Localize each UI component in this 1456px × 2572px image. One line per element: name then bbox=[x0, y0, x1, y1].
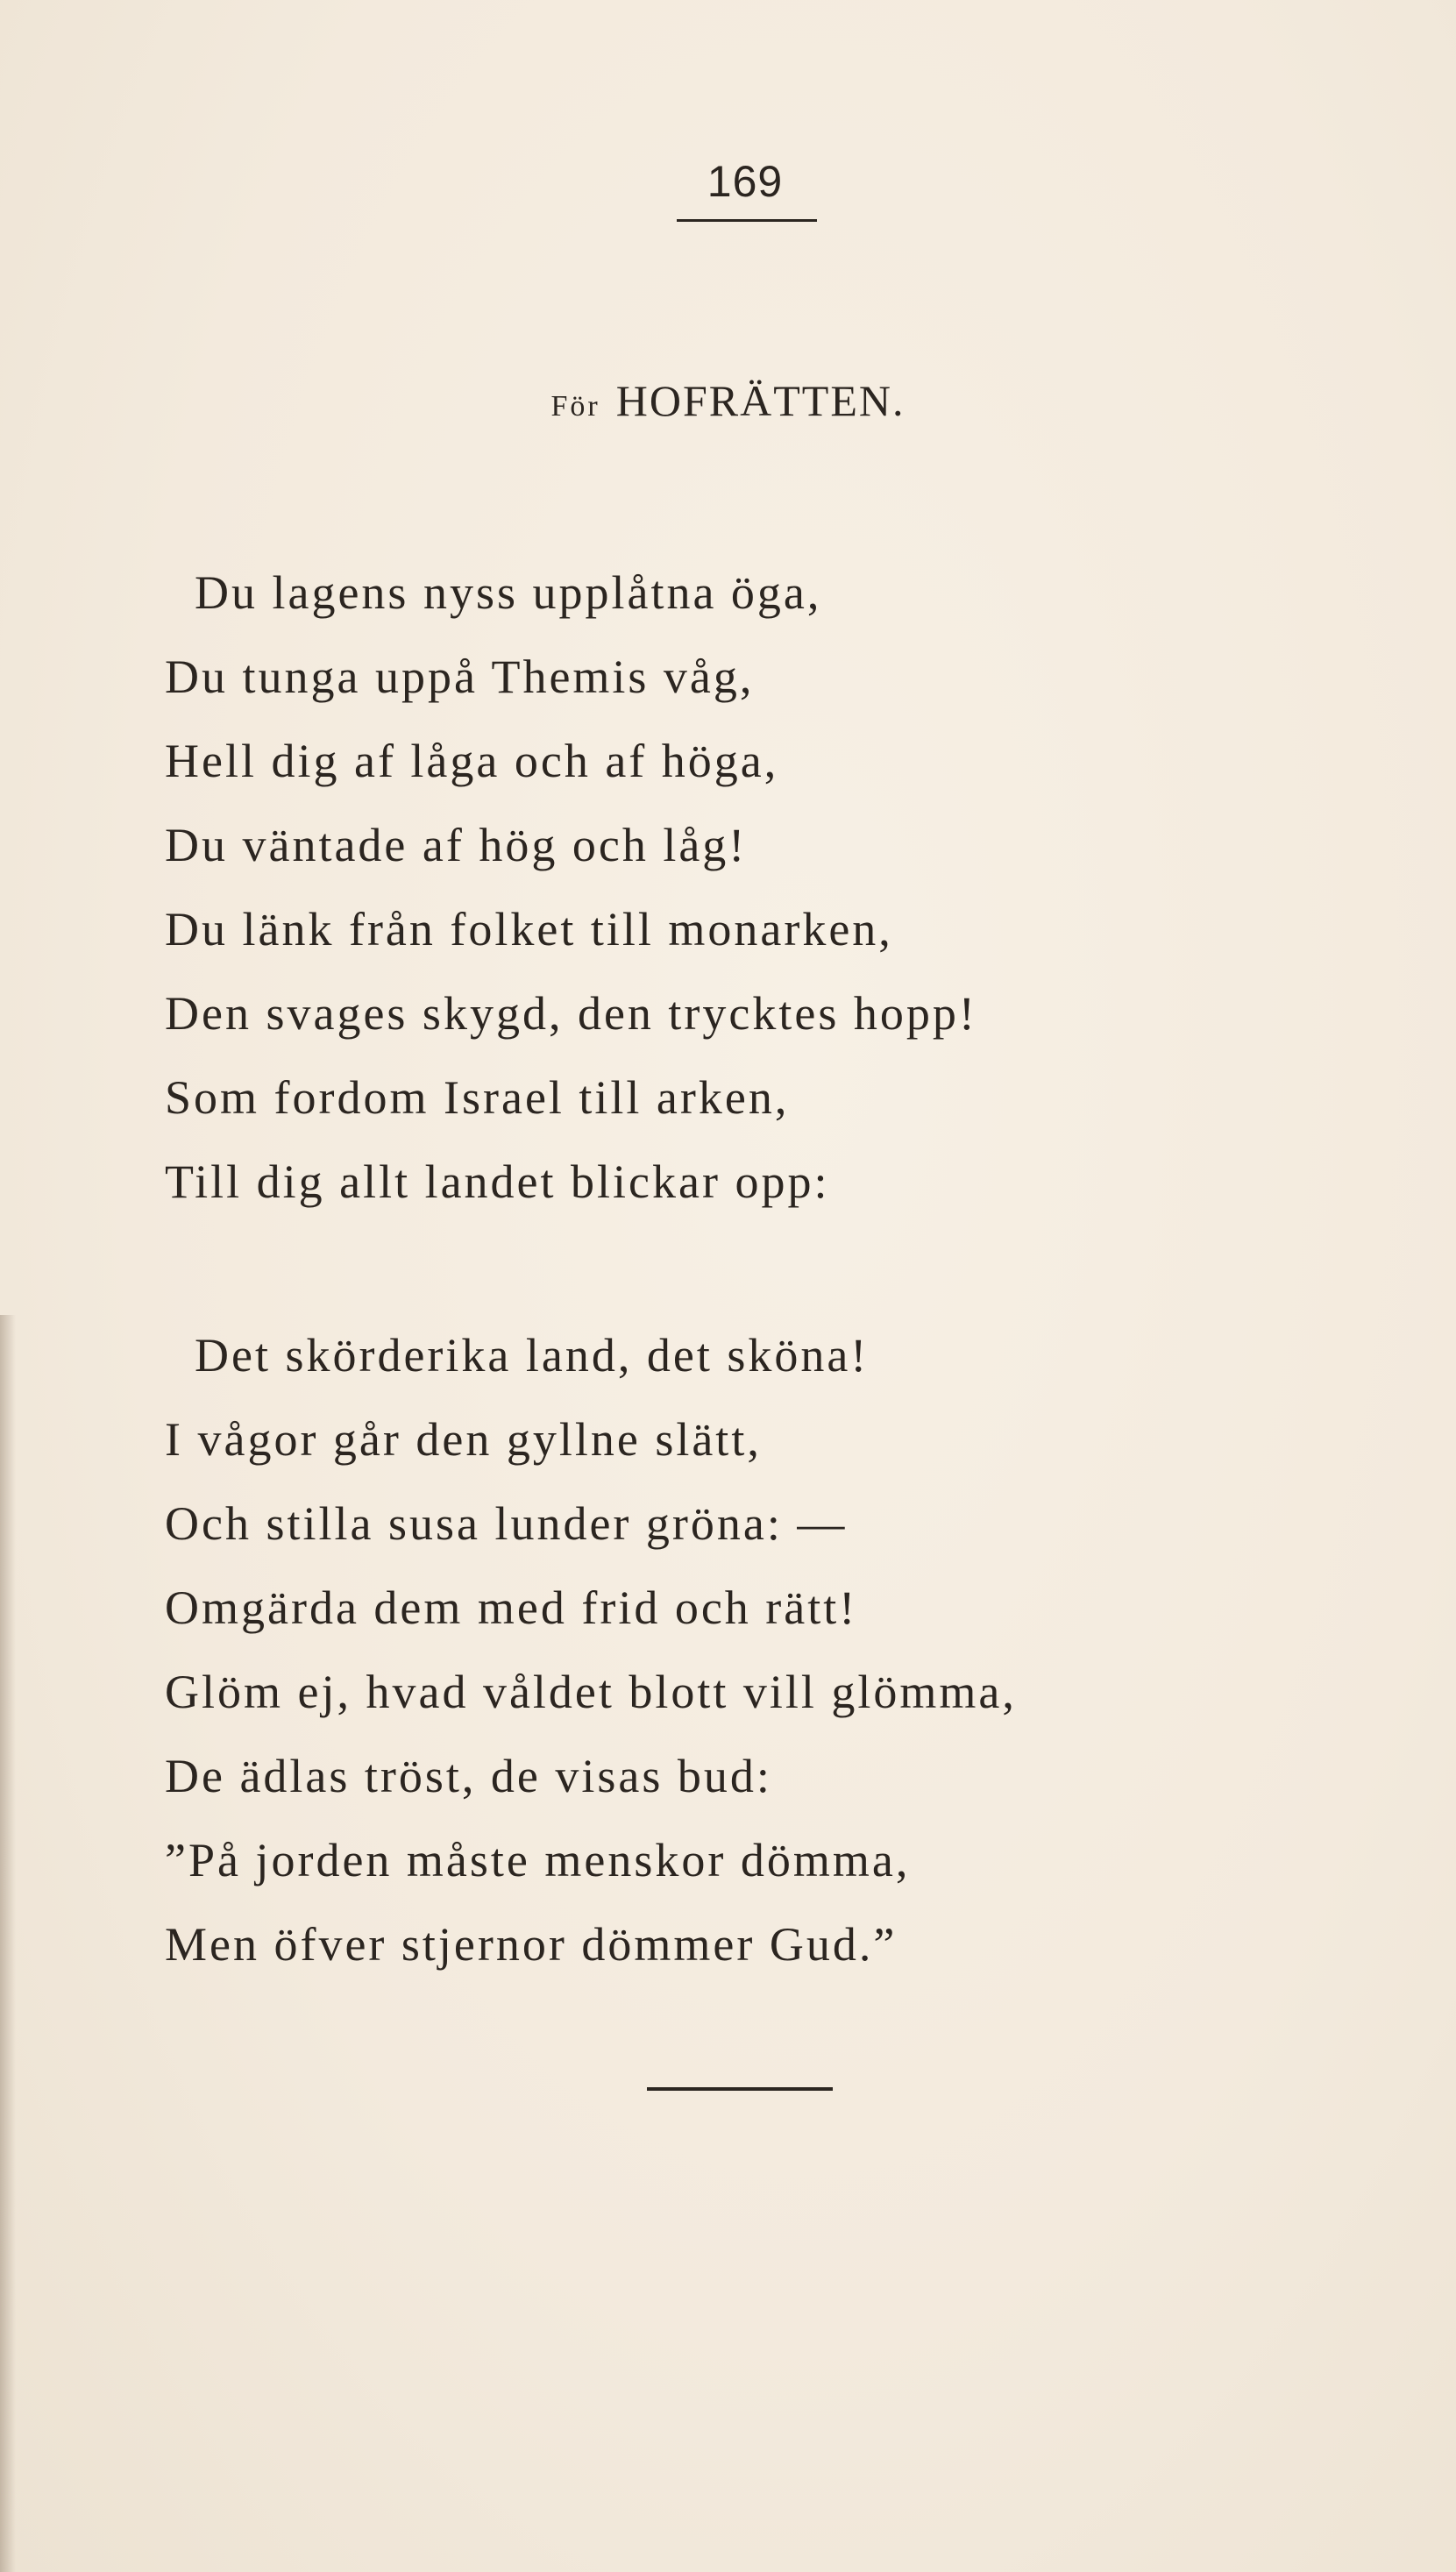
stanza-1 bbox=[165, 551, 1392, 1224]
poem-line: Du lagens nyss upplåtna öga, bbox=[195, 566, 822, 619]
poem-line: Glöm ej, hvad våldet blott vill glömma, bbox=[165, 1666, 1017, 1718]
poem-line: I vågor går den gyllne slätt, bbox=[165, 1413, 762, 1466]
poem-line: Och stilla susa lunder gröna: — bbox=[165, 1497, 848, 1550]
poem-line: Den svages skygd, den trycktes hopp! bbox=[165, 987, 977, 1040]
poem-line: Det skörderika land, det sköna! bbox=[195, 1329, 870, 1382]
poem-line: Hell dig af låga och af höga, bbox=[165, 735, 779, 787]
poem-line: Som fordom Israel till arken, bbox=[165, 1071, 790, 1124]
poem-line: Du tunga uppå Themis våg, bbox=[165, 650, 755, 703]
poem-title-prefix: För bbox=[550, 390, 600, 423]
end-rule bbox=[647, 2087, 833, 2091]
poem-line: Till dig allt landet blickar opp: bbox=[165, 1155, 830, 1208]
header-rule bbox=[677, 219, 817, 222]
poem-title-main: HOFRÄTTEN. bbox=[615, 376, 906, 425]
poem-line: ”På jorden måste menskor dömma, bbox=[165, 1834, 911, 1886]
poem-line: Omgärda dem med frid och rätt! bbox=[165, 1581, 858, 1634]
page-edge-shadow bbox=[0, 1315, 16, 2572]
poem-line: De ädlas tröst, de visas bud: bbox=[165, 1750, 772, 1802]
poem-line: Men öfver stjernor dömmer Gud.” bbox=[165, 1918, 898, 1971]
poem-title bbox=[0, 375, 1456, 426]
page-number: 169 bbox=[707, 157, 784, 206]
poem-line: Du länk från folket till monarken, bbox=[165, 903, 893, 956]
stanza-2 bbox=[165, 1313, 1392, 1986]
poem-line: Du väntade af hög och låg! bbox=[165, 819, 748, 871]
